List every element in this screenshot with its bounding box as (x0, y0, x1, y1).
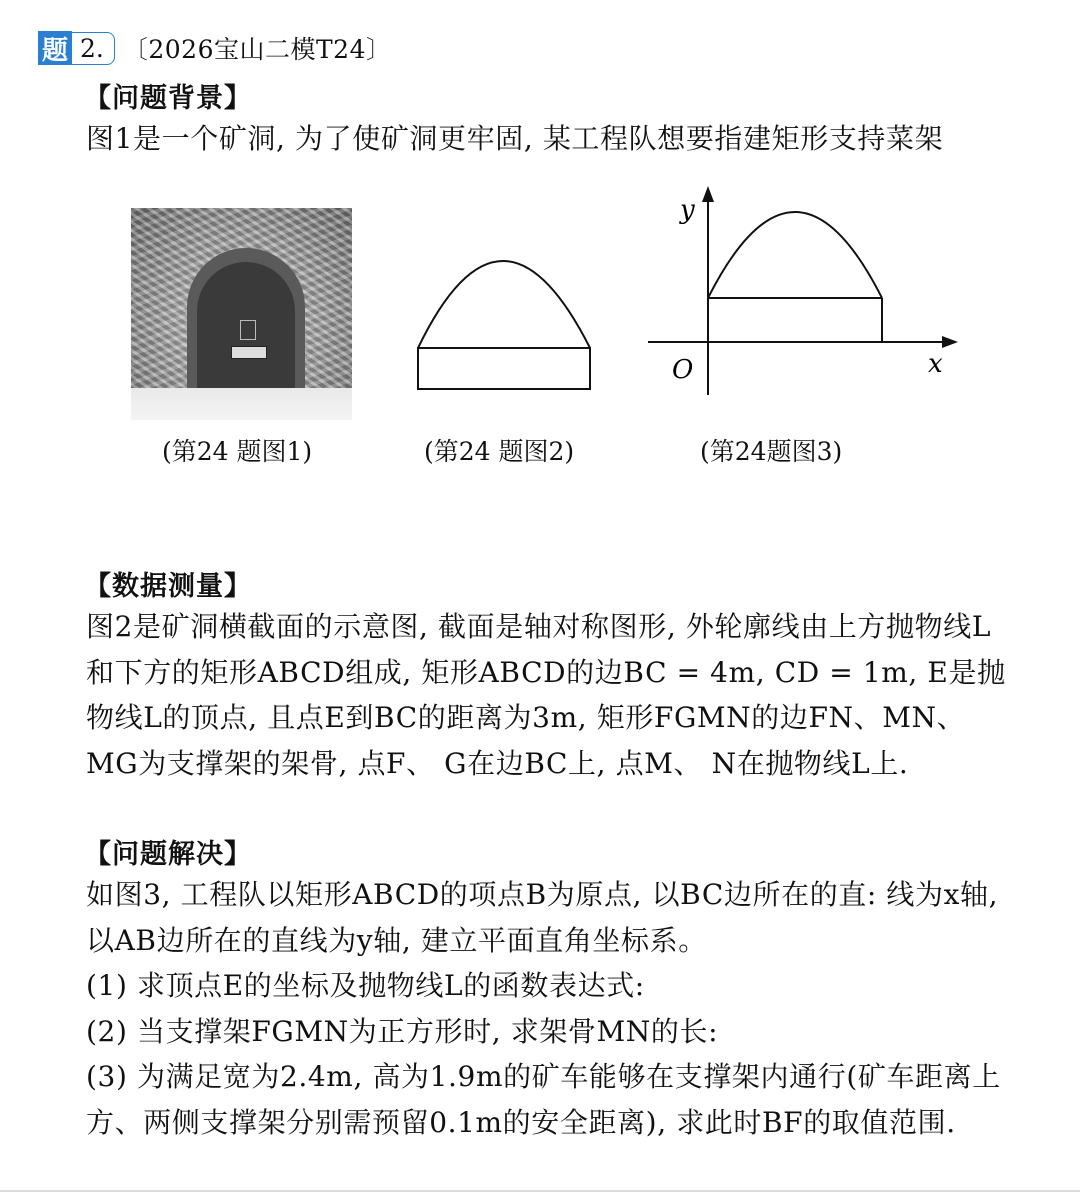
solve-text: 如图3, 工程队以矩形ABCD的项点B为原点, 以BC边所在的直: 线为x轴, 以AB边所在的直线为y轴, 建立平面直角坐标系。 (86, 878, 999, 957)
question-3: (3) 为满足宽为2.4m, 高为1.9m的矿车能够在支撑架内通行(矿车距离上方、两侧支撑架分别需预留0.1m的安全距离), 求此时BF的取值范围. (86, 1060, 1001, 1139)
coordinate-diagram (640, 180, 970, 400)
background-text: 图1是一个矿洞, 为了使矿洞更牢固, 某工程队想要指建矩形支持菜架 (86, 122, 944, 155)
solve-title: 【问题解决】 (84, 839, 252, 870)
x-axis-label: x (928, 349, 943, 379)
question-badge: 题 (38, 31, 72, 65)
bottom-divider (0, 1190, 1080, 1192)
mine-tunnel-photo (131, 208, 352, 420)
question-number: 2. (72, 32, 115, 65)
question-1: (1) 求顶点E的坐标及抛物线L的函数表达式: (86, 969, 645, 1002)
question-source: 〔2026宝山二模T24〕 (122, 35, 392, 64)
figure2-caption: (第24 题图2) (424, 437, 575, 466)
background-title: 【问题背景】 (84, 83, 252, 114)
cross-section-diagram (410, 252, 600, 397)
solve-block (86, 872, 1006, 1145)
figure1-caption: (第24 题图1) (162, 437, 313, 466)
y-axis-label: y (680, 195, 695, 225)
figure3-caption: (第24题图3) (700, 437, 843, 466)
measure-title: 【数据测量】 (84, 571, 252, 602)
measure-text: 图2是矿洞横截面的示意图, 截面是轴对称图形, 外轮廓线由上方抛物线L和下方的矩形ABCD组成, 矩形ABCD的边BC = 4m, CD = 1m, E是抛物线L的顶点, 且点E到BC的距离为3m, 矩形FGMN的边FN、MN、 MG为支撑架的架骨, 点F、 G在边BC上, 点M、 N在抛物线L上. (86, 610, 1006, 780)
origin-label: O (672, 355, 694, 385)
question-2: (2) 当支撑架FGMN为正方形时, 求架骨MN的长: (86, 1014, 719, 1048)
question-header (38, 30, 391, 66)
